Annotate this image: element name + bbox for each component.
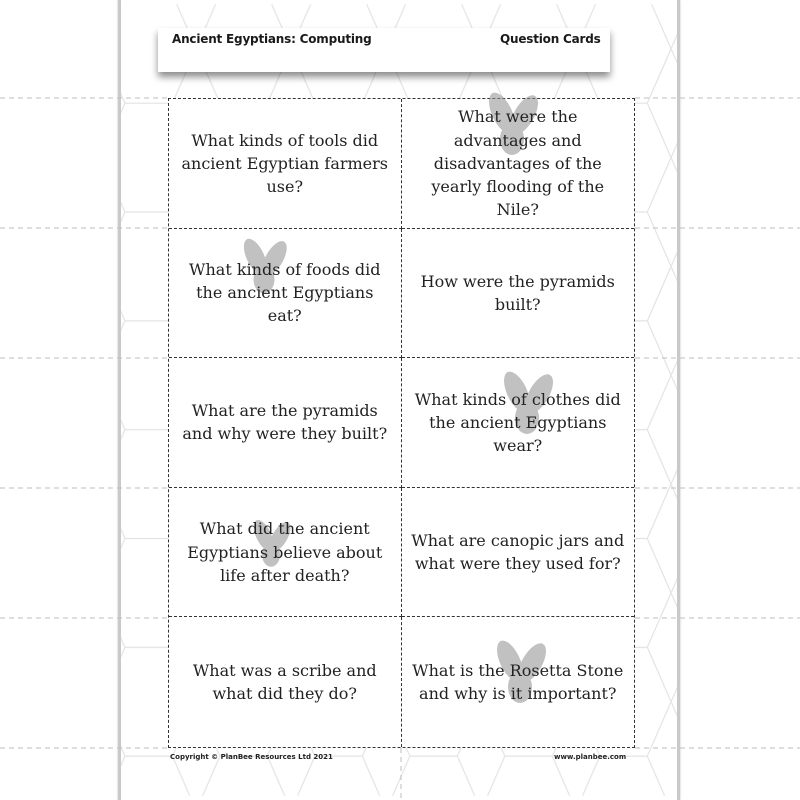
question-text: What is the Rosetta Stone and why is it important? bbox=[412, 661, 624, 704]
question-card bbox=[402, 488, 635, 618]
question-card bbox=[402, 358, 635, 488]
question-text: What kinds of clothes did the ancient Egyptians wear? bbox=[414, 389, 621, 456]
question-text: What are canopic jars and what were they used for? bbox=[411, 530, 625, 574]
question-card bbox=[402, 617, 635, 747]
question-card bbox=[169, 358, 402, 488]
question-text: What kinds of tools did ancient Egyptian farmers use? bbox=[181, 130, 388, 196]
question-card bbox=[169, 229, 402, 359]
question-card bbox=[402, 99, 635, 229]
copyright-notice: Copyright © PlanBee Resources Ltd 2021 bbox=[170, 753, 333, 761]
question-text: What was a scribe and what did they do? bbox=[192, 661, 377, 704]
question-card-grid bbox=[168, 98, 635, 748]
question-text: What did the ancient Egyptians believe about life after death? bbox=[187, 519, 383, 585]
question-card bbox=[169, 617, 402, 747]
question-text: What kinds of foods did the ancient Egyptians eat? bbox=[189, 260, 381, 326]
question-text: What were the advantages and disadvantages of the yearly flooding of the Nile? bbox=[431, 107, 605, 220]
website-link[interactable]: www.planbee.com bbox=[554, 753, 627, 761]
question-card bbox=[169, 488, 402, 618]
worksheet-title: Ancient Egyptians: Computing bbox=[172, 32, 372, 46]
worksheet-subtitle: Question Cards bbox=[500, 32, 601, 46]
question-text: How were the pyramids built? bbox=[420, 271, 615, 314]
question-card bbox=[402, 229, 635, 359]
question-card bbox=[169, 99, 402, 229]
question-text: What are the pyramids and why were they built? bbox=[182, 401, 388, 444]
